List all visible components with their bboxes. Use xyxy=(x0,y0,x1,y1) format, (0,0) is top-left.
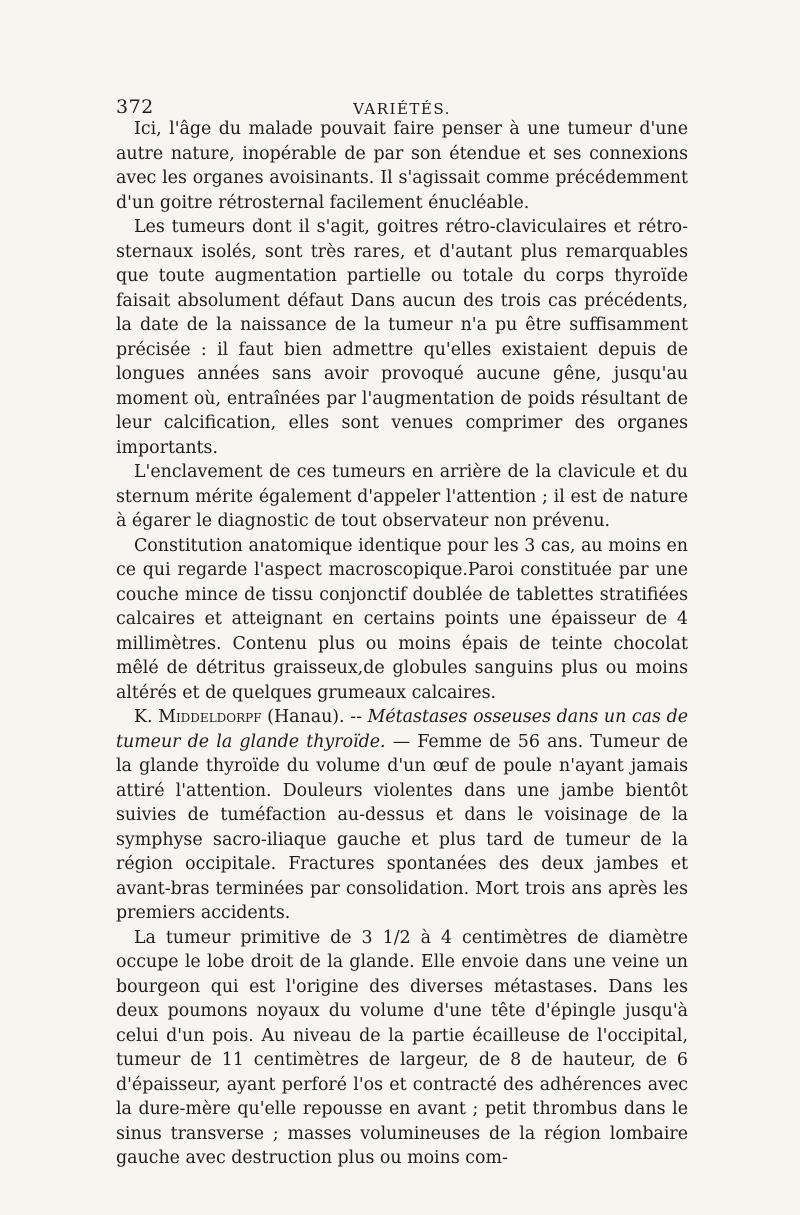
paragraph-4: Constitution anatomique identique pour les 3 cas, au moins en ce qui regarde l'aspect macroscopique.Paroi constituée par une couche mince de tissu conjonctif doublée de tablettes stratifiées calcaires et atteignant en certains points une épaisseur de 4 millimètres. Contenu plus ou moins épais de teinte chocolat mêlé de détritus graisseux,de globules sanguins plus ou moins altérés et de quelques grumeaux calcaires. xyxy=(116,535,688,703)
paragraph-6: La tumeur primitive de 3 1/2 à 4 centimètres de diamètre occupe le lobe droit de la glande. Elle envoie dans une veine un bourgeon qui est l'origine des diverses métastases. Dans les deux poumons noyaux du volume d'une tête d'épingle jusqu'à celui d'un pois. Au niveau de la partie écailleuse de l'occipital, tumeur de 11 centimètres de largeur, de 8 de hauteur, de 6 d'épaisseur, ayant perforé l'os et contracté des adhérences avec la dure-mère qu'elle repousse en avant ; petit thrombus dans le sinus transverse ; masses volumineuses de la région lombaire gauche avec destruction plus ou moins com- xyxy=(116,927,688,1168)
citation-title: Métastases osseuses dans un cas de tumeur de la glande thyroïde. xyxy=(116,707,688,752)
citation-place: (Hanau). -- xyxy=(261,707,368,727)
citation-author: K. Middeldorpf xyxy=(134,707,262,727)
paragraph-1: Ici, l'âge du malade pouvait faire penser à une tumeur d'une autre nature, inopérable de par son étendue et ses connexions avec les organes avoisinants. Il s'agissait comme précédemment d'un goitre rétrosternal facilement énucléable. xyxy=(116,119,688,213)
running-head: VARIÉTÉS. xyxy=(353,100,451,118)
paragraph-5 xyxy=(116,705,688,926)
page-number: 372 xyxy=(116,96,154,118)
paragraph-2: Les tumeurs dont il s'agit, goitres rétro-claviculaires et rétro-sternaux isolés, sont très rares, et d'autant plus remarquables que toute augmentation partielle ou totale du corps thyroïde faisait absolument défaut Dans aucun des trois cas précédents, la date de la naissance de la tumeur n'a pu être suffisamment précisée : il faut bien admettre qu'elles existaient depuis de longues années sans avoir provoqué aucune gêne, jusqu'au moment où, entraînées par l'augmentation de poids résultant de leur calcification, elles sont venues comprimer des organes importants. xyxy=(116,217,688,458)
paragraph-5-text: — Femme de 56 ans. Tumeur de la glande thyroïde du volume d'un œuf de poule n'ayant jamais attiré l'attention. Douleurs violentes dans une jambe bientôt suivies de tuméfaction au-dessus et dans le voisinage de la symphyse sacro-iliaque gauche et plus tard de tumeur de la région occipitale. Fractures spontanées des deux jambes et avant-bras terminées par consolidation. Mort trois ans après les premiers accidents. xyxy=(116,731,688,923)
paragraph-3: L'enclavement de ces tumeurs en arrière de la clavicule et du sternum mérite également d'appeler l'attention ; il est de nature à égarer le diagnostic de tout observateur non prévenu. xyxy=(116,462,688,531)
body-text xyxy=(116,117,688,1171)
